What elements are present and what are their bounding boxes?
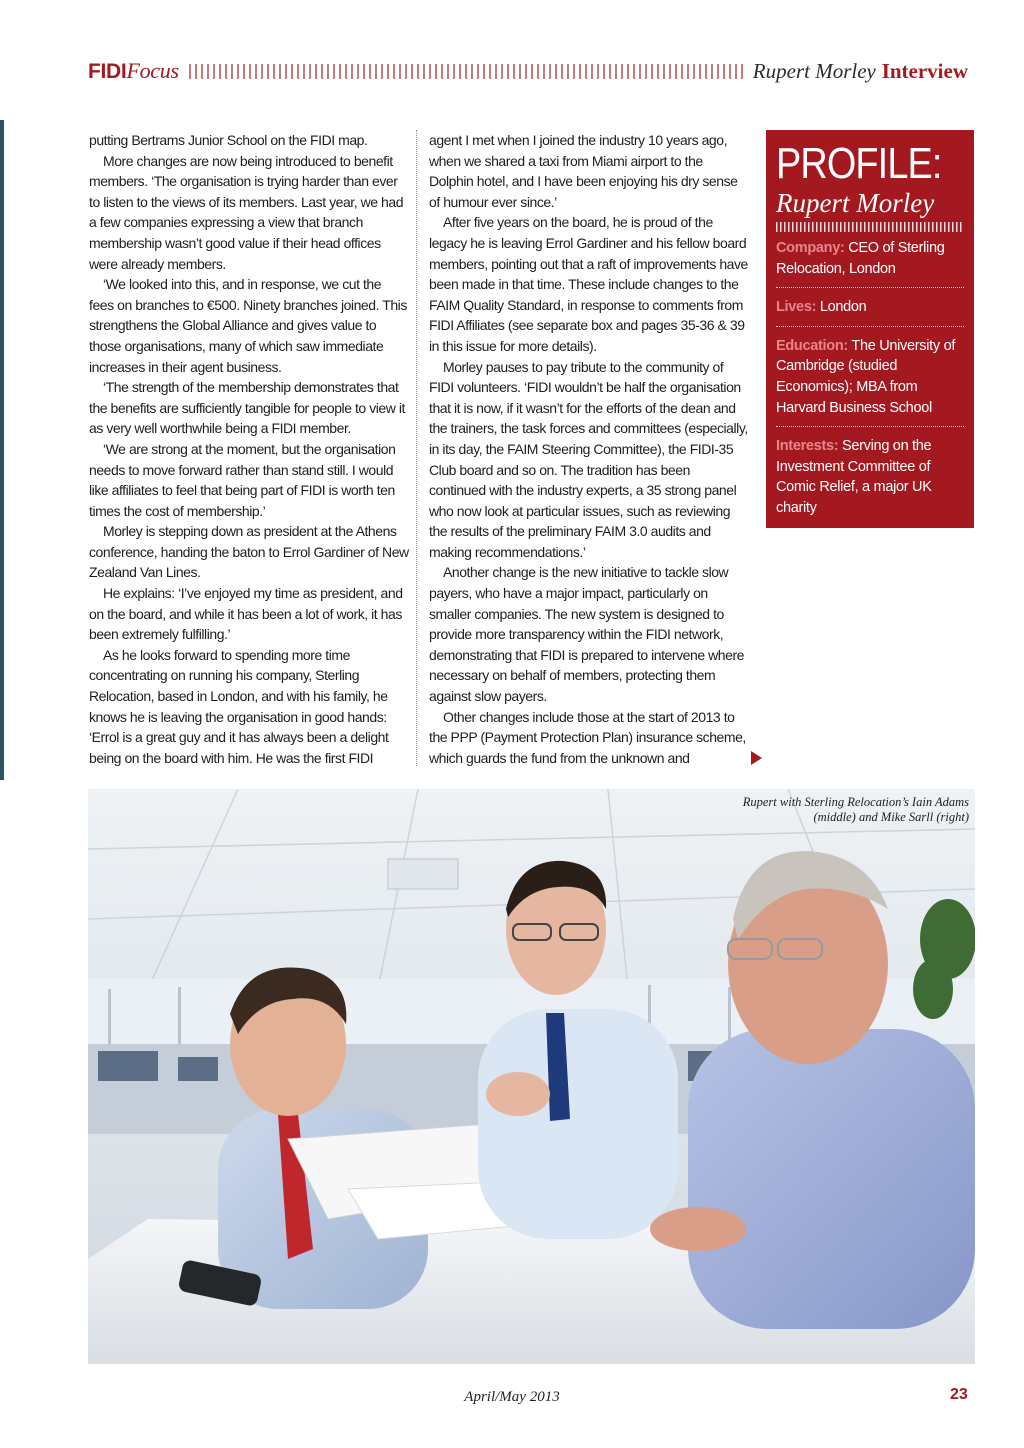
header-tick-rule [189, 64, 743, 79]
page-number: 23 [950, 1386, 968, 1403]
profile-lives: Lives: London [776, 287, 964, 326]
article-column-2 [429, 130, 749, 768]
photo-caption: Rupert with Sterling Relocation’s Iain Adams (middle) and Mike Sarll (right) [742, 795, 969, 824]
paragraph: putting Bertrams Junior School on the FIDI map. [89, 132, 368, 148]
paragraph: Morley is stepping down as president at the Athens conference, handing the baton to Errol Gardiner of New Zealand Van Lines. [89, 523, 409, 581]
running-header [88, 56, 968, 86]
paragraph: agent I met when I joined the industry 10 years ago, when we shared a taxi from Miami airport to the Dolphin hotel, and I have been enjoying his dry sense of humour ever since.’ [429, 132, 738, 210]
paragraph: ‘We looked into this, and in response, we cut the fees on branches to €500. Ninety branches joined. This strengthens the Global Alliance and gives value to those organisations, many of which saw immediate increases in their agent business. [89, 276, 407, 375]
office-photo [88, 789, 975, 1364]
article-column-1 [89, 130, 409, 768]
page-edge-bar [0, 120, 4, 780]
paragraph: He explains: ‘I’ve enjoyed my time as president, and on the board, and while it has been a lot of work, it has been extremely fulfilling.’ [89, 585, 403, 643]
paragraph: As he looks forward to spending more time concentrating on running his company, Sterling Relocation, based in London, and with his family, he knows he is leaving the organisation in good hands: ‘Errol is a great guy and it has always been a delight being on the board with him. He was the first FIDI [89, 646, 389, 766]
paragraph: Morley pauses to pay tribute to the community of FIDI volunteers. ‘FIDI wouldn’t be half the organisation that it is now, if it wasn’t for the efforts of the dean and the trainers, the task forces and committees (especially, in its day, the FAIM Steering Committee), the FIDI-35 Club board and so on. The tradition has been continued with the industry experts, a 35 strong panel who now look at particular issues, such as reviewing the results of the preliminary FAIM 3.0 audits and making recommendations.’ [429, 358, 748, 560]
paragraph: ‘We are strong at the moment, but the organisation needs to move forward rather than stand still. I would like affiliates to feel that being part of FIDI is worth ten times the cost of membership.’ [89, 440, 396, 519]
issue-date: April/May 2013 [464, 1389, 560, 1405]
paragraph: Another change is the new initiative to tackle slow payers, who have a major impact, particularly on smaller companies. The new system is designed to provide more transparency within the FIDI network, demonstrating that FIDI is prepared to intervene where necessary on behalf of members, protecting them against slow payers. [429, 564, 744, 705]
paragraph: After five years on the board, he is proud of the legacy he is leaving Errol Gardiner and his fellow board members, pointing out that a raft of improvements have been made in that time. These include changes to the FAIM Quality Standard, in response to comments from FIDI Affiliates (see separate box and pages 35-36 & 39 in this issue for more details). [429, 214, 748, 354]
paragraph: More changes are now being introduced to benefit members. ‘The organisation is trying harder than ever to listen to the views of its members. Last year, we had a few companies expressing a view that branch membership wasn’t good value if their head offices were already members. [89, 152, 404, 272]
magazine-logo: FIDIFocus [88, 58, 179, 83]
profile-education: Education: The University of Cambridge (studied Economics); MBA from Harvard Business School [776, 326, 964, 426]
profile-tick-rule [776, 222, 964, 232]
continue-arrow-icon [751, 751, 762, 765]
section-title: Rupert Morley Interview [752, 58, 968, 83]
profile-company: Company: CEO of Sterling Relocation, London [776, 240, 945, 277]
column-divider [416, 130, 417, 766]
profile-box [766, 130, 974, 528]
profile-name: Rupert Morley [776, 188, 935, 218]
office-photo-illustration [88, 789, 975, 1364]
profile-heading: PROFILE: [776, 139, 942, 188]
profile-interests: Interests: Serving on the Investment Committee of Comic Relief, a major UK charity [776, 426, 964, 526]
paragraph: Other changes include those at the start of 2013 to the PPP (Payment Protection Plan) insurance scheme, which guards the fund from the unknown and [429, 708, 746, 766]
paragraph: ‘The strength of the membership demonstrates that the benefits are sufficiently tangible for people to view it as very well worthwhile being a FIDI member. [89, 379, 405, 437]
